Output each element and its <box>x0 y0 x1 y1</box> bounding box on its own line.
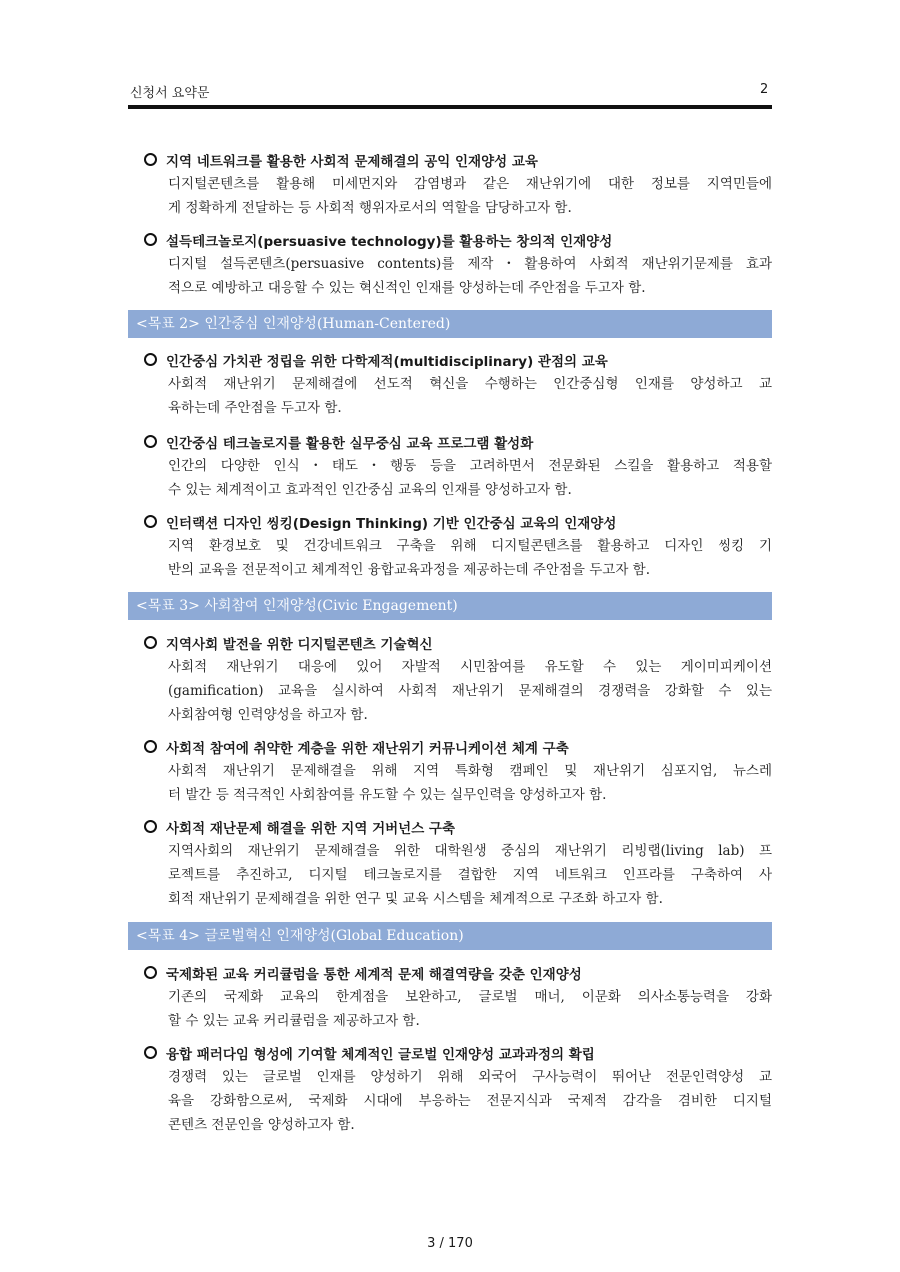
item-title: 인터랙션 디자인 씽킹(Design Thinking) 기반 인간중심 교육의 인재양성 <box>166 516 617 532</box>
hollow-circle-bullet-icon <box>144 740 157 753</box>
item-title: 인간중심 테크놀로지를 활용한 실무중심 교육 프로그램 활성화 <box>166 436 534 452</box>
page-indicator: 3 / 170 <box>427 1236 473 1251</box>
item-body <box>168 454 772 502</box>
header-page-number: 2 <box>760 82 769 97</box>
document-title: 신청서 요약문 <box>130 86 210 101</box>
item-body <box>168 252 772 300</box>
body-line: 수 있는 체계적이고 효과적인 인간중심 교육의 인재를 양성하고자 함. <box>168 482 572 498</box>
body-line: 육을 강화함으로써, 국제화 시대에 부응하는 전문지식과 국제적 감각을 겸비한 디지털 <box>168 1093 772 1109</box>
body-line: 터 발간 등 적극적인 사회참여를 유도할 수 있는 실무인력을 양성하고자 함. <box>168 787 607 803</box>
hollow-circle-bullet-icon <box>144 820 157 833</box>
body-line: 디지털콘텐츠를 활용해 미세먼지와 감염병과 같은 재난위기에 대한 정보를 지역민들에 <box>168 176 772 192</box>
body-line: 적으로 예방하고 대응할 수 있는 혁신적인 인재를 양성하는데 주안점을 두고자 함. <box>168 280 646 296</box>
item-body <box>168 1065 772 1137</box>
item-body <box>168 759 772 807</box>
body-line: (gamification) 교육을 실시하여 사회적 재난위기 문제해결의 경쟁력을 강화할 수 있는 <box>168 683 772 699</box>
goal-heading-4: <목표 4> 글로벌혁신 인재양성(Global Education) <box>128 922 772 950</box>
hollow-circle-bullet-icon <box>144 153 157 166</box>
header-divider <box>128 105 772 109</box>
body-line: 사회적 재난위기 대응에 있어 자발적 시민참여를 유도할 수 있는 게이미피케이션 <box>168 659 772 675</box>
item-body <box>168 534 772 582</box>
body-line: 지역사회의 재난위기 문제해결을 위한 대학원생 중심의 재난위기 리빙랩(living lab) 프 <box>168 843 772 859</box>
body-line: 기존의 국제화 교육의 한계점을 보완하고, 글로벌 매너, 이문화 의사소통능력을 강화 <box>168 989 772 1005</box>
hollow-circle-bullet-icon <box>144 435 157 448</box>
goal-heading-2: <목표 2> 인간중심 인재양성(Human-Centered) <box>128 310 772 338</box>
body-line: 지역 환경보호 및 건강네트워크 구축을 위해 디지털콘텐츠를 활용하고 디자인 씽킹 기 <box>168 538 772 554</box>
item-title: 융합 패러다임 형성에 기여할 체계적인 글로벌 인재양성 교과과정의 확립 <box>166 1047 595 1063</box>
hollow-circle-bullet-icon <box>144 233 157 246</box>
item-body <box>168 655 772 727</box>
hollow-circle-bullet-icon <box>144 353 157 366</box>
body-line: 육하는데 주안점을 두고자 함. <box>168 400 342 416</box>
item-body <box>168 985 772 1033</box>
item-body <box>168 372 772 420</box>
body-line: 경쟁력 있는 글로벌 인재를 양성하기 위해 외국어 구사능력이 뛰어난 전문인력양성 교 <box>168 1069 772 1085</box>
item-title: 국제화된 교육 커리큘럼을 통한 세계적 문제 해결역량을 갖춘 인재양성 <box>166 967 582 983</box>
item-body <box>168 172 772 220</box>
hollow-circle-bullet-icon <box>144 636 157 649</box>
item-title: 인간중심 가치관 정립을 위한 다학제적(multidisciplinary) 관점의 교육 <box>166 354 608 370</box>
body-line: 게 정확하게 전달하는 등 사회적 행위자로서의 역할을 담당하고자 함. <box>168 200 572 216</box>
body-line: 사회적 재난위기 문제해결에 선도적 혁신을 수행하는 인간중심형 인재를 양성하고 교 <box>168 376 772 392</box>
item-body <box>168 839 772 911</box>
body-line: 디지털 설득콘텐츠(persuasive contents)를 제작・활용하여 사회적 재난위기문제를 효과 <box>168 256 772 272</box>
body-line: 반의 교육을 전문적이고 체계적인 융합교육과정을 제공하는데 주안점을 두고자 함. <box>168 562 651 578</box>
hollow-circle-bullet-icon <box>144 515 157 528</box>
hollow-circle-bullet-icon <box>144 1046 157 1059</box>
item-title: 설득테크놀로지(persuasive technology)를 활용하는 창의적 인재양성 <box>166 234 613 250</box>
hollow-circle-bullet-icon <box>144 966 157 979</box>
body-line: 사회적 재난위기 문제해결을 위해 지역 특화형 캠페인 및 재난위기 심포지엄, 뉴스레 <box>168 763 772 779</box>
goal-heading-3: <목표 3> 사회참여 인재양성(Civic Engagement) <box>128 592 772 620</box>
item-title: 사회적 재난문제 해결을 위한 지역 거버넌스 구축 <box>166 821 456 837</box>
body-line: 사회참여형 인력양성을 하고자 함. <box>168 707 368 723</box>
item-title: 사회적 참여에 취약한 계층을 위한 재난위기 커뮤니케이션 체계 구축 <box>166 741 569 757</box>
body-line: 콘텐츠 전문인을 양성하고자 함. <box>168 1117 355 1133</box>
body-line: 할 수 있는 교육 커리큘럼을 제공하고자 함. <box>168 1013 420 1029</box>
item-title: 지역 네트워크를 활용한 사회적 문제해결의 공익 인재양성 교육 <box>166 154 538 170</box>
body-line: 인간의 다양한 인식・태도・행동 등을 고려하면서 전문화된 스킬을 활용하고 적용할 <box>168 458 772 474</box>
body-line: 회적 재난위기 문제해결을 위한 연구 및 교육 시스템을 체계적으로 구조화 하고자 함. <box>168 891 663 907</box>
body-line: 로젝트를 추진하고, 디지털 테크놀로지를 결합한 지역 네트워크 인프라를 구축하여 사 <box>168 867 772 883</box>
item-title: 지역사회 발전을 위한 디지털콘텐츠 기술혁신 <box>166 637 433 653</box>
